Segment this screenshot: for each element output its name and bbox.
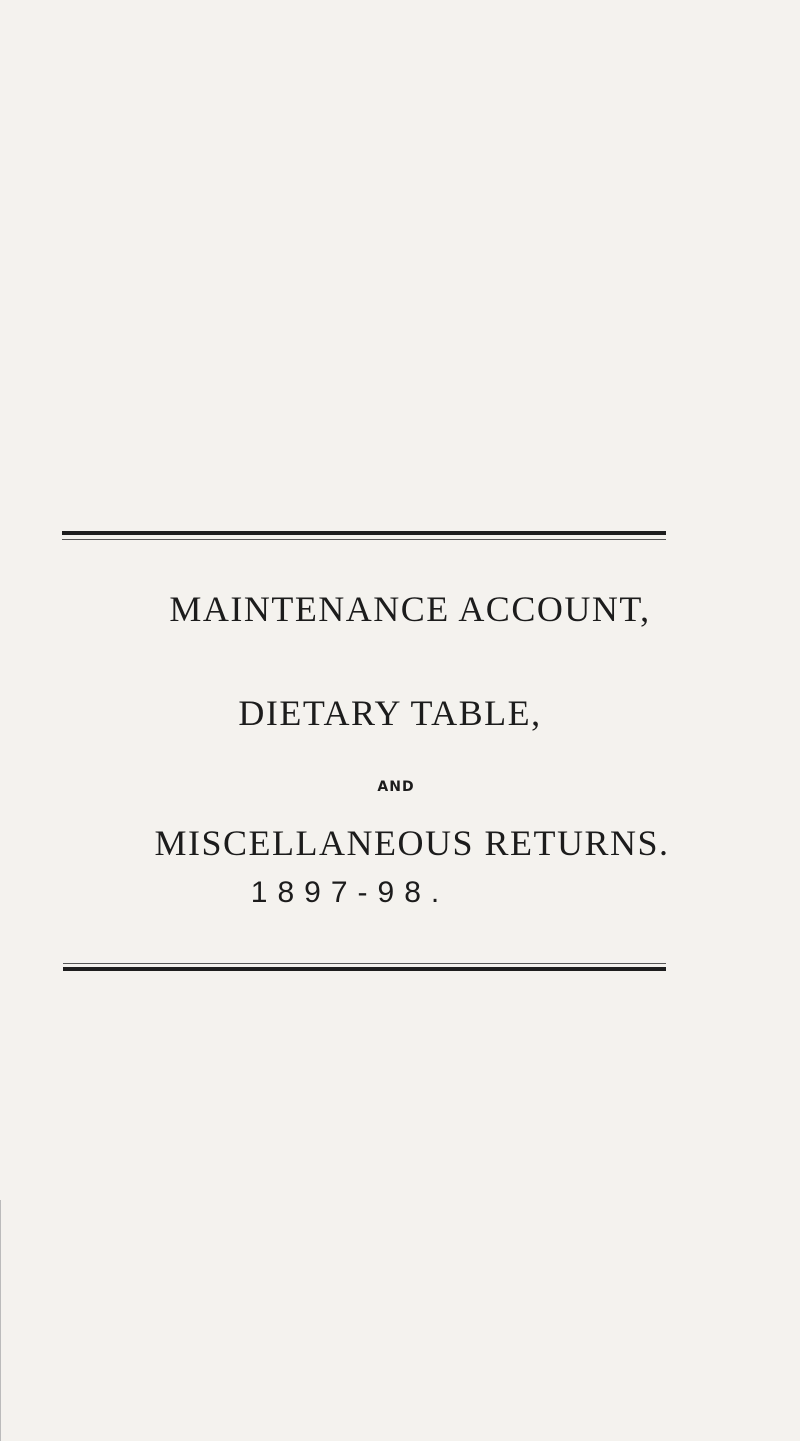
title-line-miscellaneous-returns: MISCELLANEOUS RETURNS. [154,823,670,863]
bottom-thin-rule [63,963,666,964]
page-edge-shadow [0,1200,1,1441]
bottom-thick-rule [63,967,666,971]
top-thick-rule [62,531,666,535]
title-line-maintenance-account: MAINTENANCE ACCOUNT, [169,589,651,629]
title-conjunction: AND [377,779,415,795]
top-thin-rule [62,539,666,540]
title-year: 1897-98. [250,876,450,909]
title-line-dietary-table: DIETARY TABLE, [238,693,542,733]
